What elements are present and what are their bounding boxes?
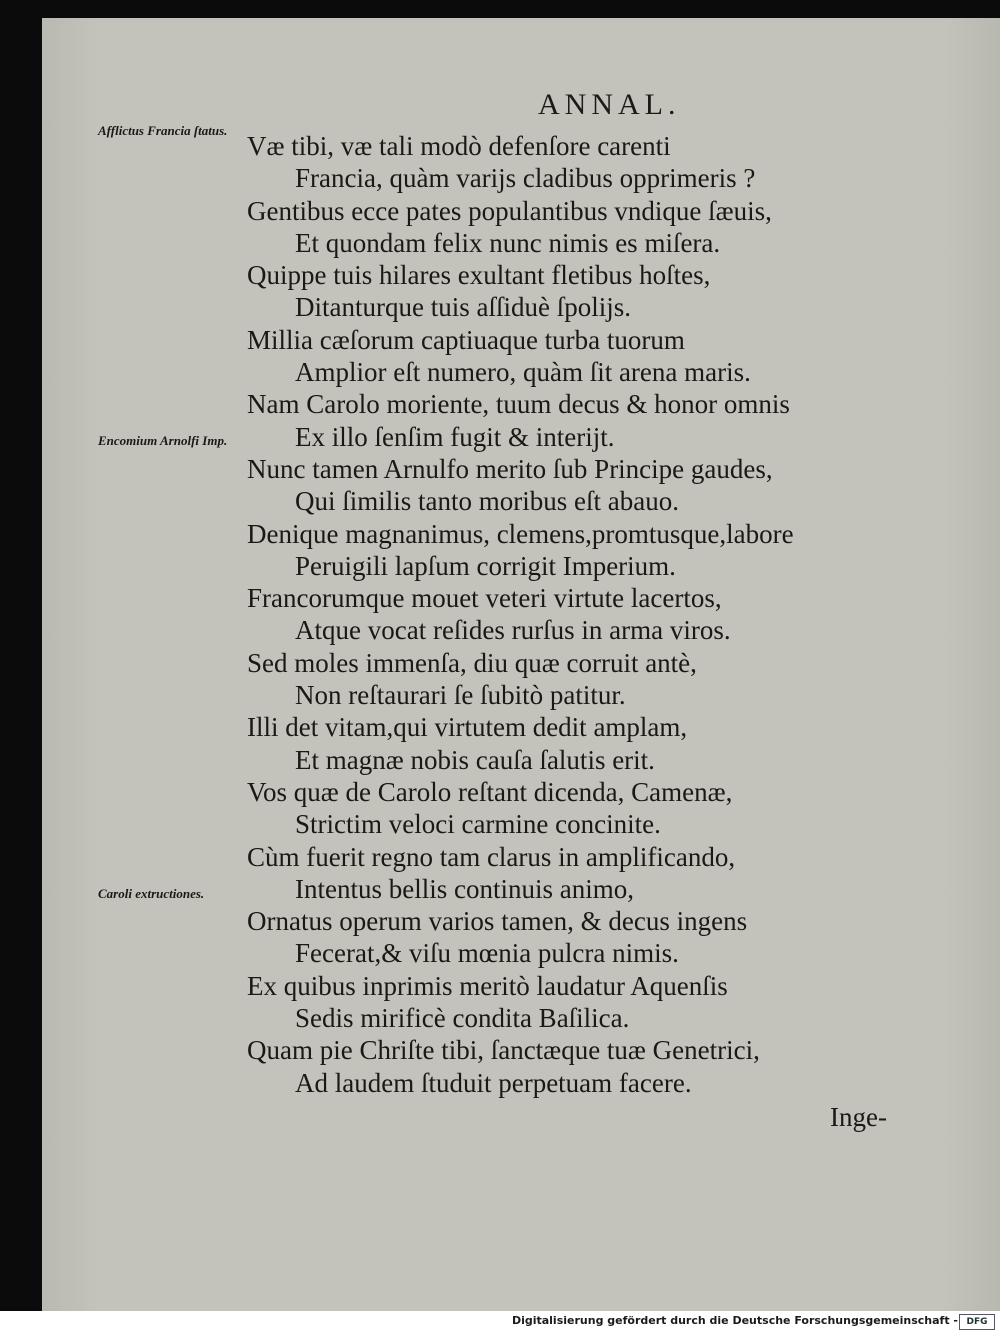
verse-line: Ex illo ſenſim fugit & interijt. (295, 421, 615, 452)
margin-note-afflictus: Afflictus Francia ſtatus. (98, 123, 228, 138)
verse-line: Illi det vitam,qui virtutem dedit amplam, (247, 712, 688, 743)
catchword: Inge- (830, 1102, 887, 1132)
verse-line: Nam Carolo moriente, tuum decus & honor omnis (247, 389, 790, 420)
verse-line: Væ tibi, væ tali modò defenſore carenti (247, 131, 671, 161)
verse-line: Ad laudem ſtuduit perpetuam facere. (295, 1067, 692, 1098)
verse-line: Francorumque mouet veteri virtute lacertos, (247, 583, 722, 614)
verse-line: Ornatus operum varios tamen, & decus ingens (247, 906, 748, 937)
verse-line: Peruigili lapſum corrigit Imperium. (295, 550, 676, 581)
verse-line: Nunc tamen Arnulfo merito ſub Principe gaudes, (247, 453, 773, 484)
verse-body (42, 130, 1000, 1099)
verse-line: Ditanturque tuis aſſiduè ſpolijs. (295, 292, 631, 323)
verse-line: Sedis mirificè condita Baſilica. (295, 1003, 630, 1034)
verse-line: Quam pie Chriſte tibi, ſanctæque tuæ Genetrici, (247, 1035, 760, 1066)
verse-line: Quippe tuis hilares exultant fletibus hoſtes, (247, 260, 711, 291)
verse-line: Et magnæ nobis cauſa ſalutis erit. (295, 744, 655, 775)
verse-line: Vos quæ de Carolo reſtant dicenda, Camenæ, (247, 776, 733, 807)
verse-line: Et quondam felix nunc nimis es miſera. (295, 227, 721, 258)
verse-line: Ex quibus inprimis meritò laudatur Aquenſis (247, 970, 728, 1001)
verse-line: Non reſtaurari ſe ſubitò patitur. (295, 680, 626, 711)
book-page (42, 18, 1000, 1311)
verse-line: Atque vocat reſides rurſus in arma viros. (295, 615, 731, 646)
verse-line: Intentus bellis continuis animo, (295, 873, 634, 904)
verse-line: Amplior eſt numero, quàm ſit arena maris. (295, 357, 751, 388)
verse-line: Millia cæſorum captiuaque turba tuorum (247, 324, 685, 355)
verse-line: Francia, quàm varijs cladibus opprimeris ? (295, 163, 756, 194)
verse-line: Gentibus ecce pates populantibus vndique ſæuis, (247, 195, 772, 226)
verse-line: Fecerat,& viſu mœnia pulcra nimis. (295, 938, 679, 969)
verse-line: Sed moles immenſa, diu quæ corruit antè, (247, 647, 697, 678)
margin-note-caroli: Caroli extructiones. (98, 886, 205, 901)
footer-bar (0, 1311, 1000, 1331)
funding-credit: Digitalisierung gefördert durch die Deutsche Forschungsgemeinschaft - (511, 1314, 958, 1327)
running-header: ANNAL. (538, 88, 681, 121)
verse-line: Strictim veloci carmine concinite. (295, 809, 661, 840)
dfg-logo-icon[interactable]: DFG (959, 1314, 995, 1330)
margin-note-encomium: Encomium Arnolfi Imp. (98, 433, 228, 448)
verse-line: Denique magnanimus, clemens,promtusque,labore (247, 518, 794, 549)
verse-line: Cùm fuerit regno tam clarus in amplificando, (247, 841, 736, 872)
verse-line: Qui ſimilis tanto moribus eſt abauo. (295, 486, 679, 517)
